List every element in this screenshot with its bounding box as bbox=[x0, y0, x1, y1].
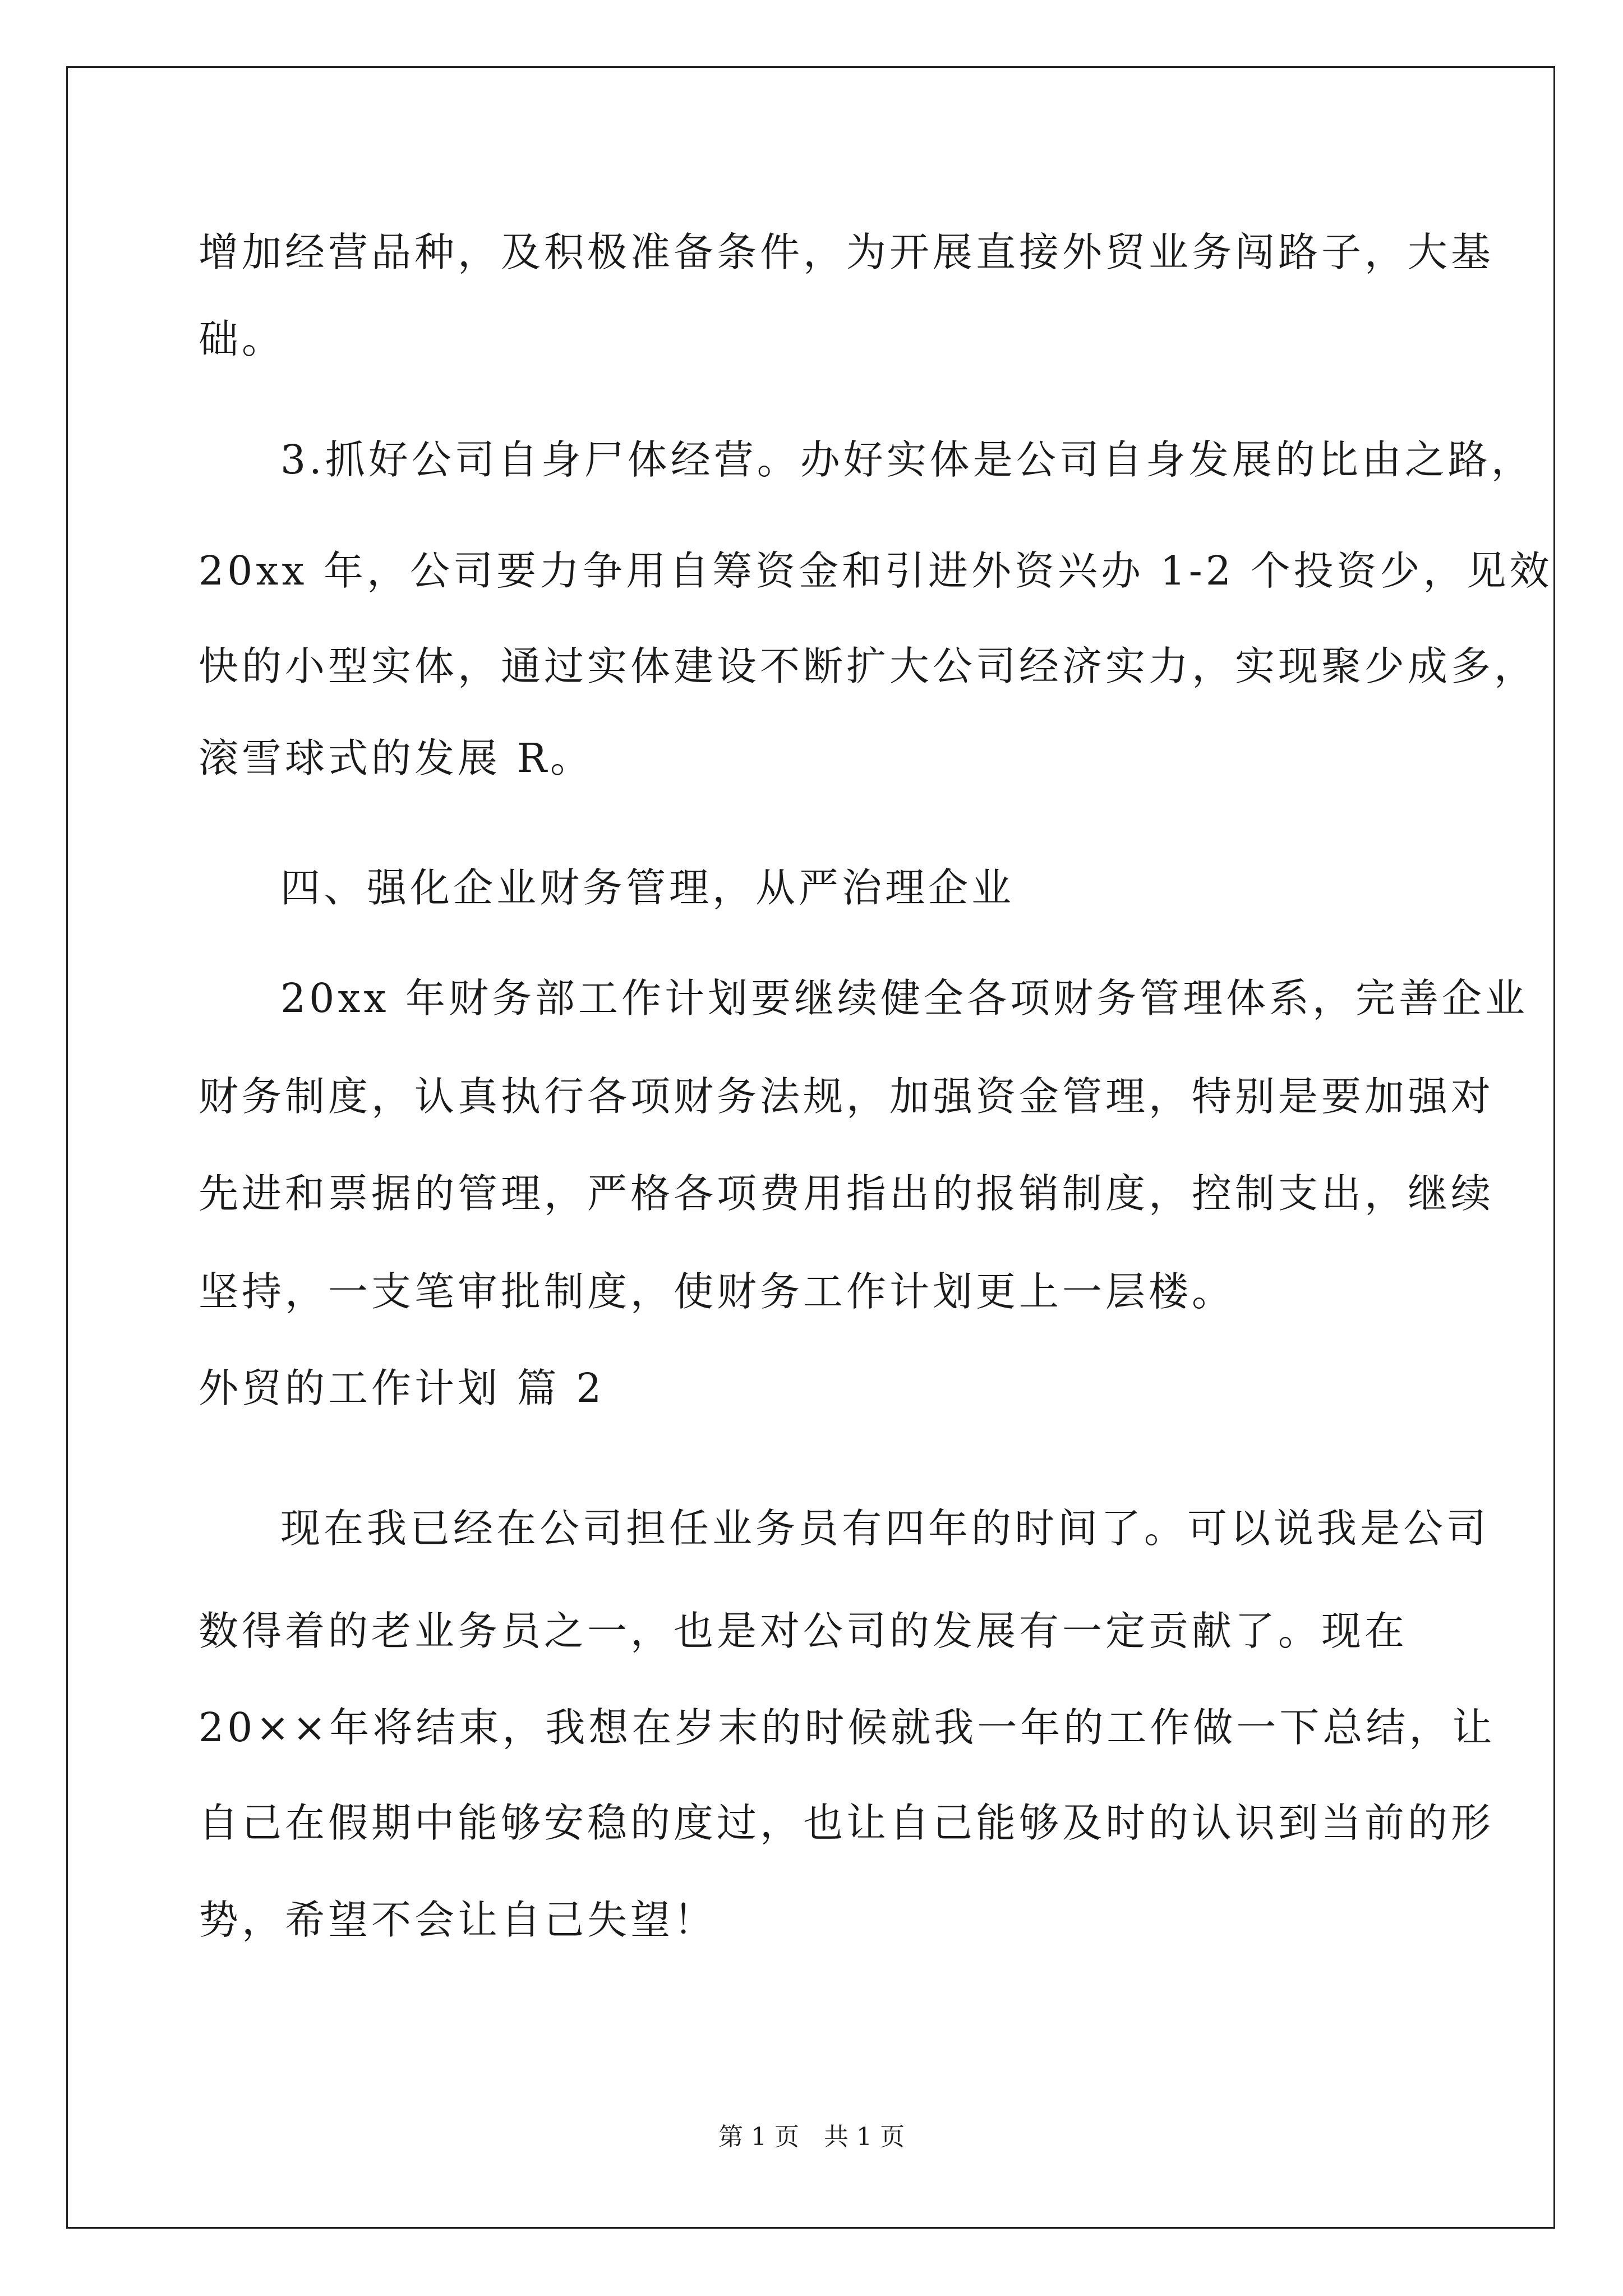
text-line: 数得着的老业务员之一，也是对公司的发展有一定贡献了。现在 bbox=[199, 1608, 1408, 1654]
text-line: 3.抓好公司自身尸体经营。办好实体是公司自身发展的比由之路， bbox=[280, 436, 1534, 483]
text-line: 20××年将结束，我想在岁末的时候就我一年的工作做一下总结，让 bbox=[199, 1704, 1496, 1751]
text-line: 快的小型实体，通过实体建设不断扩大公司经济实力，实现聚少成多， bbox=[199, 643, 1538, 689]
article-title: 外贸的工作计划 篇 2 bbox=[199, 1365, 605, 1411]
page-number: 第 1 页 共 1 页 bbox=[718, 2123, 905, 2151]
text-line: 坚持，一支笔审批制度，使财务工作计划更上一层楼。 bbox=[199, 1268, 1235, 1315]
text-line: 先进和票据的管理，严格各项费用指出的报销制度，控制支出，继续 bbox=[199, 1170, 1495, 1217]
text-line: 现在我已经在公司担任业务员有四年的时间了。可以说我是公司 bbox=[280, 1505, 1490, 1552]
text-line: 20xx 年财务部工作计划要继续健全各项财务管理体系，完善企业 bbox=[280, 975, 1528, 1022]
text-line: 财务制度，认真执行各项财务法规，加强资金管理，特别是要加强对 bbox=[199, 1073, 1495, 1120]
text-line: 础。 bbox=[199, 316, 285, 362]
text-line: 增加经营品种，及积极准备条件，为开展直接外贸业务闯路子，大基 bbox=[199, 229, 1495, 275]
text-line: 势，希望不会让自己失望！ bbox=[199, 1897, 717, 1943]
text-line: 20xx 年，公司要力争用自筹资金和引进外资兴办 1-2 个投资少，见效 bbox=[199, 547, 1553, 594]
section-heading: 四、强化企业财务管理，从严治理企业 bbox=[280, 864, 1015, 911]
text-line: 自己在假期中能够安稳的度过，也让自己能够及时的认识到当前的形 bbox=[199, 1800, 1495, 1846]
text-line: 滚雪球式的发展 R。 bbox=[199, 735, 594, 781]
